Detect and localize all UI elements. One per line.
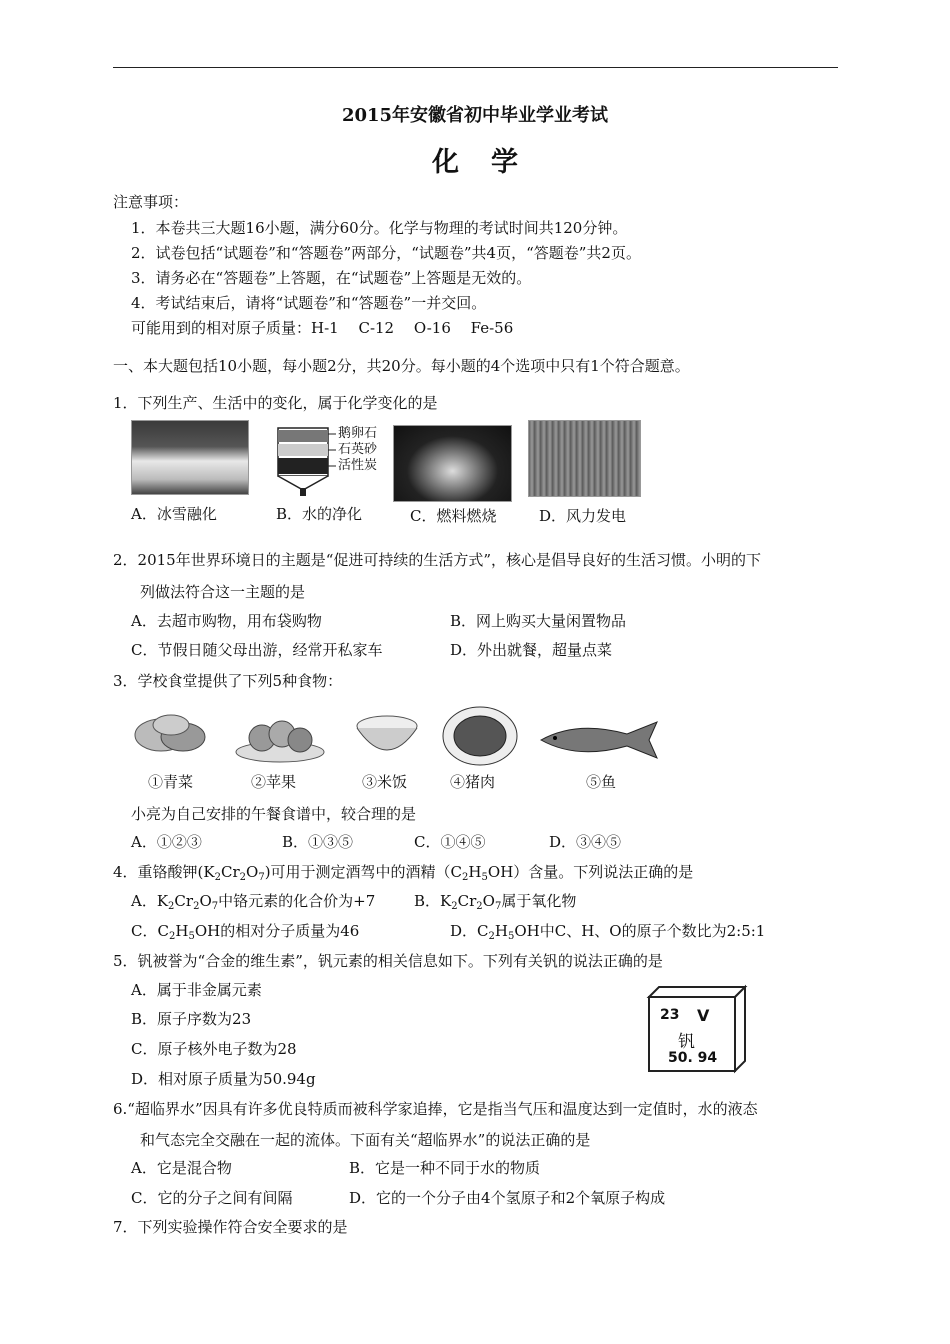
option-a: A．它是混合物 xyxy=(131,1159,232,1177)
option-d: D．相对原子质量为50.94g xyxy=(131,1070,316,1088)
notice-item: 3．请务必在“答题卷”上答题，在“试题卷”上答题是无效的。 xyxy=(131,269,532,287)
food-label: ①青菜 xyxy=(148,773,194,791)
vegetable-image xyxy=(131,703,213,765)
option-a: A．①②③ xyxy=(131,833,202,851)
question-stem: 1．下列生产、生活中的变化，属于化学变化的是 xyxy=(113,394,438,412)
option-b: B．水的净化 xyxy=(276,505,363,523)
option-d: D．它的一个分子由4个氢原子和2个氧原子构成 xyxy=(349,1189,666,1207)
notice-item: 4．考试结束后，请将“试题卷”和“答题卷”一并交回。 xyxy=(131,294,487,312)
element-mass: 50. 94 xyxy=(668,1050,718,1066)
question-stem: 2．2015年世界环境日的主题是“促进可持续的生活方式”，核心是倡导良好的生活习惯。小明的下 xyxy=(113,551,762,569)
element-number: 23 xyxy=(660,1007,680,1023)
section-heading: 一、本大题包括10小题，每小题2分，共20分。每小题的4个选项中只有1个符合题意。 xyxy=(113,357,690,375)
option-a: A．属于非金属元素 xyxy=(131,981,262,999)
food-label: ②苹果 xyxy=(251,773,297,791)
filter-label: 活性炭 xyxy=(338,458,378,473)
food-label: ③米饭 xyxy=(362,773,408,791)
food-label: ④猪肉 xyxy=(450,773,496,791)
option-d: D．③④⑤ xyxy=(549,833,622,851)
option-b: B．$K_2Cr_2O_7$属于氧化物 xyxy=(414,892,577,912)
option-c: C．它的分子之间有间隔 xyxy=(131,1189,293,1207)
question-stem-cont: 和气态完全交融在一起的流体。下面有关“超临界水”的说法正确的是 xyxy=(140,1131,591,1149)
question-stem: 6.“超临界水”因具有许多优良特质而被科学家追捧，它是指当气压和温度达到一定值时，水的液态 xyxy=(113,1100,758,1118)
ice-melting-image xyxy=(131,420,249,495)
question-stem: 4．重铬酸钾$(K_2Cr_2O_7)$可用于测定酒驾中的酒精$(C_2H_5OH)$含量。下列说法正确的是 xyxy=(113,863,694,883)
option-a: A．去超市购物，用布袋购物 xyxy=(131,612,322,630)
question-stem: 3．学校食堂提供了下列5种食物： xyxy=(113,672,343,690)
option-d: D．风力发电 xyxy=(539,507,627,525)
top-rule xyxy=(113,67,838,68)
option-c: C．燃料燃烧 xyxy=(410,507,497,525)
option-d: D．外出就餐，超量点菜 xyxy=(450,641,613,659)
option-c: C．节假日随父母出游，经常开私家车 xyxy=(131,641,383,659)
option-d: D．$C_2H_5OH$中C、H、O的原子个数比为2:5:1 xyxy=(450,922,766,942)
option-b: B．原子序数为23 xyxy=(131,1010,252,1028)
pork-image xyxy=(440,704,520,768)
option-c: C．原子核外电子数为28 xyxy=(131,1040,297,1058)
food-label: ⑤鱼 xyxy=(586,773,617,791)
option-b: B．网上购买大量闲置物品 xyxy=(450,612,627,630)
option-a: A．冰雪融化 xyxy=(131,505,217,523)
element-name: 钒 xyxy=(678,1032,695,1052)
option-b: B．①③⑤ xyxy=(282,833,354,851)
option-a: A．$K_2Cr_2O_7$中铬元素的化合价为+7 xyxy=(131,892,376,912)
subject-title: 化学 xyxy=(432,147,550,178)
question-stem-cont: 列做法符合这一主题的是 xyxy=(140,583,306,601)
element-symbol: V xyxy=(697,1006,710,1025)
option-c: C．$C_2H_5OH$的相对分子质量为46 xyxy=(131,922,360,942)
filter-label: 石英砂 xyxy=(338,442,378,457)
fish-image xyxy=(537,718,661,762)
exam-title: 2015年安徽省初中毕业学业考试 xyxy=(341,105,609,126)
notice-item: 2．试卷包括“试题卷”和“答题卷”两部分，“试题卷”共4页，“答题卷”共2页。 xyxy=(131,244,641,262)
option-c: C．①④⑤ xyxy=(414,833,486,851)
option-b: B．它是一种不同于水的物质 xyxy=(349,1159,541,1177)
notice-item: 1．本卷共三大题16小题，满分60分。化学与物理的考试时间共120分钟。 xyxy=(131,219,628,237)
notice-heading: 注意事项： xyxy=(113,193,189,211)
filter-label: 鹅卵石 xyxy=(338,426,378,441)
wind-power-image xyxy=(528,420,641,497)
question-stem: 5．钒被誉为“合金的维生素”，钒元素的相关信息如下。下列有关钒的说法正确的是 xyxy=(113,952,663,970)
question-ask: 小亮为自己安排的午餐食谱中，较合理的是 xyxy=(131,805,417,823)
rice-bowl-image xyxy=(352,712,422,764)
apple-image xyxy=(232,706,328,766)
fuel-burning-image xyxy=(393,425,512,502)
atomic-mass-line: 可能用到的相对原子质量：H-1 C-12 O-16 Fe-56 xyxy=(131,319,514,337)
question-stem: 7．下列实验操作符合安全要求的是 xyxy=(113,1218,348,1236)
